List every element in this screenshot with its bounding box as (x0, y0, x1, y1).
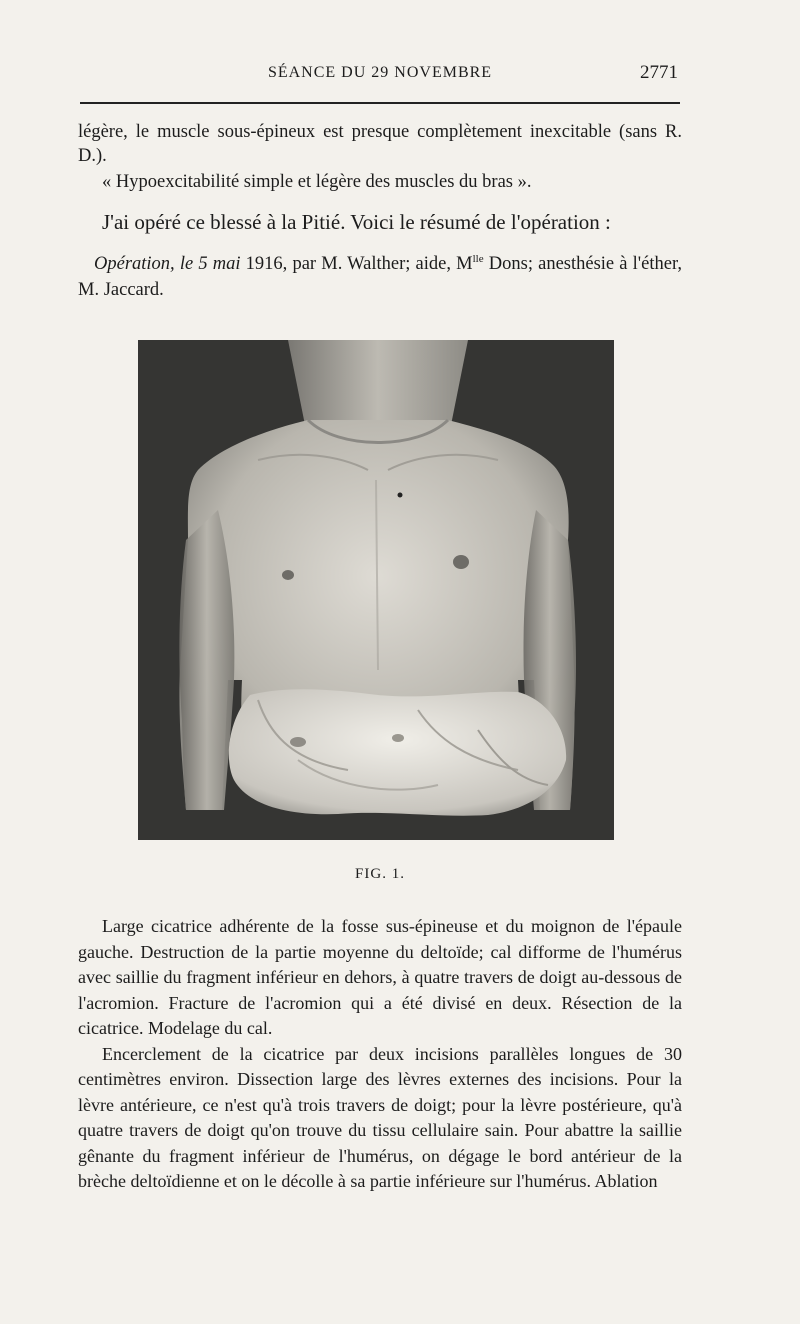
figure-caption: FIG. 1. (355, 866, 405, 882)
paragraph-quote: « Hypoexcitabilité simple et légère des muscles du bras ». (102, 172, 532, 192)
operation-superscript: lle (472, 253, 484, 265)
photograph-illustration (138, 340, 614, 840)
operation-text: 1916, par M. Walther; aide, M (240, 254, 473, 275)
paragraph-continuation: légère, le muscle sous-épineux est presque complètement inexcitable (sans R. D.). (78, 122, 682, 166)
running-head (80, 62, 680, 86)
running-title: SÉANCE DU 29 NOVEMBRE (267, 64, 493, 81)
operation-text-end: Dons; anesthésie à l'éther, M. Jaccard. (78, 254, 683, 301)
paragraph-heading: J'ai opéré ce blessé à la Pitié. Voici le résumé de l'opération : (102, 210, 611, 234)
patient-photograph (138, 340, 614, 840)
operation-label: Opération, le 5 mai (94, 254, 241, 275)
paragraph-operation (78, 246, 682, 303)
lower-text (78, 914, 682, 1195)
page-number: 2771 (640, 62, 678, 83)
upper-text (78, 120, 682, 303)
paragraph-description: Large cicatrice adhérente de la fosse sus-épineuse et du moignon de l'épaule gauche. Destruction de la partie moyenne du deltoïde; cal difforme de l'humérus avec saillie du fragment inférieur en dehors, à quatre travers de doigt au-dessous de l'acromion. Fracture de l'acromion qui a été divisé en deux. Résection de la cicatrice. Modelage du cal. (78, 916, 682, 1038)
paragraph-procedure: Encerclement de la cicatrice par deux incisions parallèles longues de 30 centimètres environ. Dissection large des lèvres externes des incisions. Pour la lèvre antérieure, ce n'est qu'à trois travers de doigt; pour la lèvre postérieure, qu'à quatre travers de doigt qu'on trouve du tissu cellulaire sain. Pour abattre la saillie gênante du fragment inférieur de l'humérus, on dégage le bord antérieur de la brèche deltoïdienne et on le décolle à sa partie inférieure sur l'humérus. Ablation (78, 1043, 682, 1191)
header-rule (80, 102, 680, 104)
